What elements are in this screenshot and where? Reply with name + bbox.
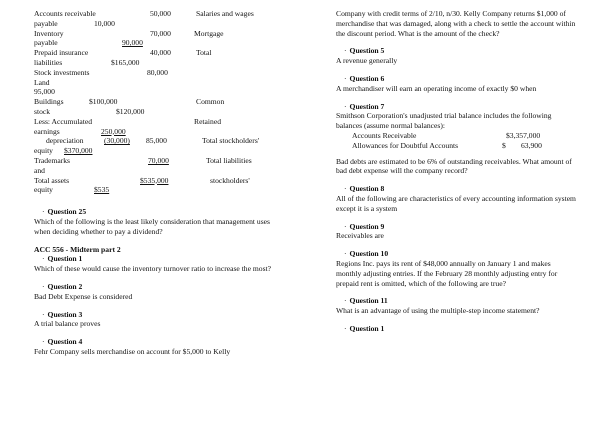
bs-label: Accounts receivable [34, 9, 96, 18]
bs-label: Total stockholders' [202, 136, 260, 146]
bs-amount: $535,000 [140, 175, 169, 185]
bs-amount: 10,000 [94, 18, 115, 28]
balance-sheet [34, 9, 284, 195]
bs-label: payable [34, 18, 58, 28]
bs-line [34, 87, 284, 97]
account-amount: $3,357,000 [506, 130, 541, 140]
bullet-icon: · [344, 249, 347, 259]
bs-label: Salaries and wages [196, 9, 254, 18]
question-text: Bad Debt Expense is considered [34, 291, 133, 301]
question-title: Question 8 [349, 184, 385, 194]
bs-line [34, 107, 284, 117]
question-text: Fehr Company sells merchandise on account for $5,000 to Kelly [34, 346, 231, 356]
question-heading [34, 282, 284, 292]
question-text: A merchandiser will earn an operating income of exactly $0 when [336, 83, 537, 93]
bs-amount: 50,000 [150, 9, 171, 18]
question-text: Smithson Corporation's unadjusted trial balance includes the following balances (assume normal balances): [336, 111, 552, 131]
question-heading [336, 102, 576, 112]
bs-label: Prepaid insurance [34, 48, 89, 58]
trial-balance-row [336, 141, 576, 151]
question-text: A revenue generally [336, 56, 398, 66]
bullet-icon: · [344, 46, 347, 56]
left-column [34, 9, 284, 357]
question-title: Question 11 [349, 296, 388, 306]
bullet-icon: · [344, 184, 347, 194]
bs-label: Stock investments [34, 67, 90, 77]
bs-amount: (30,000) [104, 136, 130, 146]
bullet-icon: · [344, 323, 347, 333]
bs-amount: $100,000 [89, 97, 118, 107]
bs-label: Land [34, 77, 50, 87]
bs-label: Retained [194, 116, 221, 126]
bs-label: and [34, 165, 45, 175]
question-heading [34, 254, 284, 264]
question-text: A trial balance proves [34, 319, 101, 329]
bullet-icon: · [42, 337, 45, 347]
bs-amount: 80,000 [147, 67, 168, 77]
bs-line [34, 127, 284, 137]
bs-line [34, 185, 284, 195]
bs-line [34, 156, 284, 166]
bs-label: Less: Accumulated [34, 116, 92, 126]
question-title: Question 5 [349, 46, 385, 56]
bs-label: Total liabilities [206, 155, 252, 165]
bs-line [34, 38, 284, 48]
question-heading [336, 184, 576, 194]
bs-label: earnings [34, 126, 60, 136]
bs-amount: 70,000 [150, 28, 171, 38]
account-label: Allowances for Doubtful Accounts [352, 140, 459, 150]
bs-line [34, 117, 284, 127]
bs-amount: 40,000 [150, 48, 171, 58]
bs-line [34, 48, 284, 58]
bs-line [34, 146, 284, 156]
bs-label: equity [34, 146, 53, 156]
bs-amount: $165,000 [111, 57, 140, 67]
question-text: What is an advantage of using the multiple-step income statement? [336, 306, 540, 316]
question-title: Question 1 [349, 323, 385, 333]
question-heading [336, 46, 576, 56]
question-title: Question 7 [349, 101, 385, 111]
question-text: Which of these would cause the inventory turnover ratio to increase the most? [34, 264, 272, 274]
bs-line [34, 97, 284, 107]
question-title: Question 2 [47, 281, 83, 291]
bs-label: Total assets [34, 175, 70, 185]
account-amount: 63,900 [521, 140, 542, 150]
bs-amount: 70,000 [148, 155, 169, 165]
bs-label: liabilities [34, 57, 63, 67]
question-heading [336, 74, 576, 84]
bs-line [34, 176, 284, 186]
bullet-icon: · [42, 207, 45, 217]
bs-label: stock [34, 106, 51, 116]
bs-amount: 250,000 [101, 126, 126, 136]
bs-label: Mortgage [194, 28, 224, 38]
question-heading [336, 296, 576, 306]
bs-amount: 95,000 [34, 87, 55, 97]
bs-line [34, 19, 284, 29]
question-title: Question 9 [349, 221, 385, 231]
bs-line [34, 166, 284, 176]
bs-amount: $120,000 [116, 106, 145, 116]
section-title: ACC 556 - Midterm part 2 [34, 244, 121, 254]
question-heading [336, 324, 576, 334]
bs-label: depreciation [46, 136, 84, 146]
bs-label: Inventory [34, 28, 64, 38]
bs-label: payable [34, 38, 58, 48]
bullet-icon: · [344, 296, 347, 306]
question-title: Question 25 [47, 207, 87, 217]
bs-line [34, 29, 284, 39]
bs-line [34, 68, 284, 78]
account-label: Accounts Receivable [352, 130, 417, 140]
question-text: Company with credit terms of 2/10, n/30. Kelly Company returns $1,000 of merchandise that was damaged, along with a check to settle the account within the discount period. What is the amount of the check? [336, 9, 576, 38]
bs-line [34, 136, 284, 146]
bs-label: stockholders' [210, 175, 250, 185]
bs-amount: 85,000 [146, 136, 167, 146]
bullet-icon: · [344, 221, 347, 231]
bs-label: Common [196, 97, 225, 107]
question-title: Question 3 [47, 309, 83, 319]
question-heading [336, 249, 576, 259]
question-title: Question 6 [349, 73, 385, 83]
question-text: Regions Inc. pays its rent of $48,000 annually on January 1 and makes monthly adjusting entries. If the February 28 monthly adjusting entry for prepaid rent is omitted, which of the following are true? [336, 258, 558, 288]
bullet-icon: · [42, 254, 45, 264]
bs-line [34, 58, 284, 68]
bullet-icon: · [344, 73, 347, 83]
currency-symbol: $ [502, 140, 506, 150]
bs-label: Trademarks [34, 155, 70, 165]
bs-amount: $370,000 [64, 146, 93, 156]
bullet-icon: · [42, 281, 45, 291]
bs-label: Buildings [34, 97, 64, 107]
bullet-icon: · [42, 309, 45, 319]
question-title: Question 1 [47, 254, 83, 264]
question-heading [336, 222, 576, 232]
question-heading [34, 207, 284, 217]
bs-line [34, 9, 284, 19]
bs-amount: $535 [94, 185, 110, 195]
question-heading [34, 337, 284, 347]
question-text: Receivables are [336, 231, 384, 241]
trial-balance-row [336, 131, 576, 141]
bullet-icon: · [344, 101, 347, 111]
bs-label: equity [34, 185, 53, 195]
bs-line [34, 78, 284, 88]
right-column [336, 9, 576, 334]
bs-label: Total [196, 48, 212, 58]
question-title: Question 10 [349, 249, 389, 259]
question-heading [34, 310, 284, 320]
question-text: Which of the following is the least likely consideration that management uses when deciding whether to pay a dividend? [34, 216, 270, 236]
question-text: All of the following are characteristics of every accounting information system except it is a system [336, 193, 576, 213]
question-text: Bad debts are estimated to be 6% of outstanding receivables. What amount of bad debt expense will the company record? [336, 156, 572, 176]
bs-amount: 90,000 [122, 38, 143, 48]
question-title: Question 4 [47, 337, 83, 347]
